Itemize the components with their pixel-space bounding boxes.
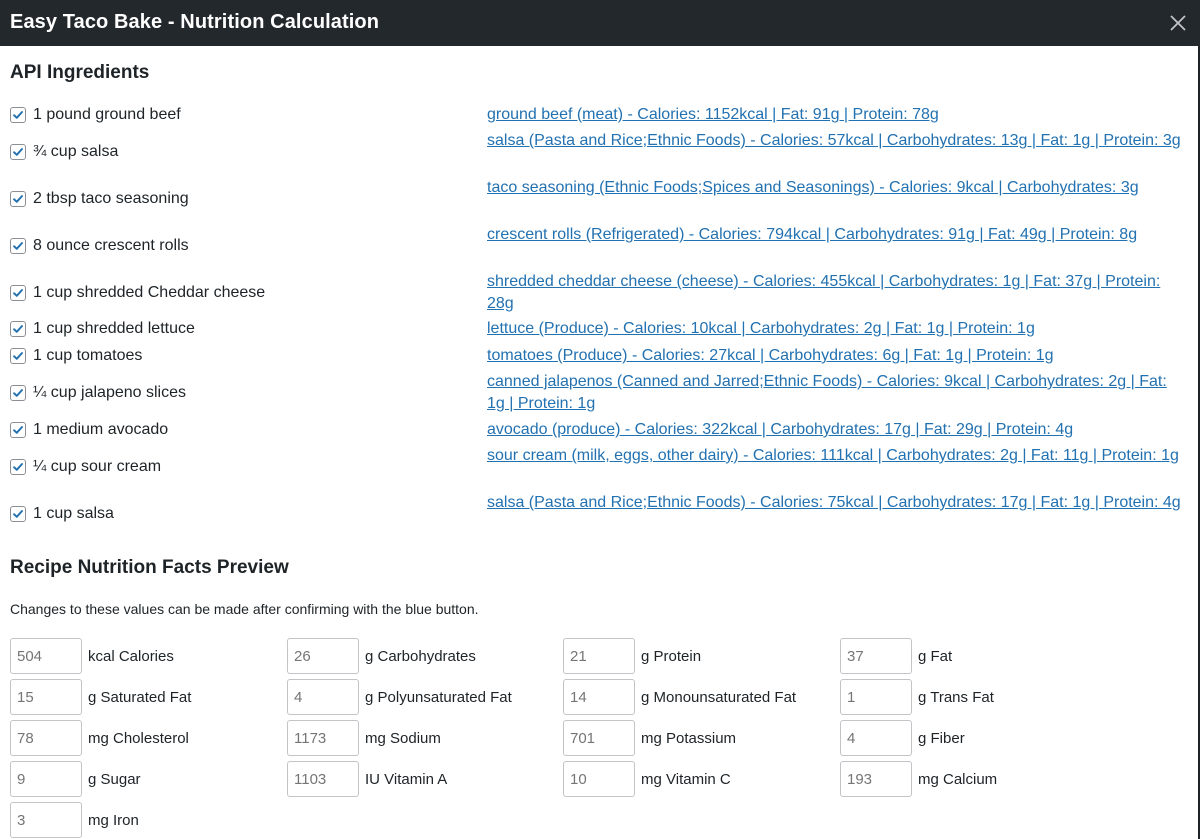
checkmark-icon — [11, 238, 25, 254]
ingredient-text: ¾ cup salsa — [33, 142, 119, 160]
ingredient-api-link[interactable]: crescent rolls (Refrigerated) - Calories: 794kcal | Carbohydrates: 91g | Fat: 49g | Protein: 8g — [487, 226, 1138, 243]
ingredient-text: 1 cup tomatoes — [33, 346, 143, 364]
nutrition-field — [563, 720, 736, 756]
nutrition-field — [563, 761, 731, 797]
ingredient-text: 1 cup shredded Cheddar cheese — [33, 283, 266, 301]
nutrition-unit-label: g Fat — [918, 647, 953, 665]
nutrition-field — [287, 638, 476, 674]
ingredient-checkbox[interactable] — [10, 348, 26, 364]
nutrition-unit-label: mg Iron — [88, 811, 139, 829]
nutrition-value-input[interactable] — [287, 761, 359, 797]
nutrition-value-input[interactable] — [10, 679, 82, 715]
ingredient-checkbox[interactable] — [10, 459, 26, 475]
ingredient-api-link[interactable]: ground beef (meat) - Calories: 1152kcal | Fat: 91g | Protein: 78g — [487, 106, 939, 123]
ingredient-text: ¼ cup jalapeno slices — [33, 383, 186, 401]
ingredient-checkbox[interactable] — [10, 285, 26, 301]
ingredient-label[interactable] — [10, 189, 189, 209]
nutrition-unit-label: g Protein — [641, 647, 702, 665]
ingredient-label[interactable] — [10, 383, 186, 403]
nutrition-unit-label: g Monounsaturated Fat — [641, 688, 797, 706]
nutrition-unit-label: mg Sodium — [365, 729, 441, 747]
nutrition-value-input[interactable] — [10, 802, 82, 838]
checkmark-icon — [11, 506, 25, 522]
nutrition-field — [287, 679, 512, 715]
ingredient-row — [10, 224, 1190, 267]
api-ingredients-heading: API Ingredients — [10, 62, 150, 83]
nutrition-value-input[interactable] — [840, 638, 912, 674]
ingredient-checkbox[interactable] — [10, 321, 26, 337]
ingredient-api-link[interactable]: shredded cheddar cheese (cheese) - Calories: 455kcal | Carbohydrates: 1g | Fat: 37g | Protein: 28g — [487, 273, 1161, 312]
ingredient-label[interactable] — [10, 346, 142, 366]
ingredient-api-link[interactable]: tomatoes (Produce) - Calories: 27kcal | Carbohydrates: 6g | Fat: 1g | Protein: 1g — [487, 347, 1054, 364]
ingredient-row — [10, 271, 1190, 314]
ingredient-row — [10, 318, 1190, 340]
ingredient-checkbox[interactable] — [10, 506, 26, 522]
checkmark-icon — [11, 321, 25, 337]
ingredient-label[interactable] — [10, 504, 114, 524]
nutrition-value-input[interactable] — [10, 638, 82, 674]
nutrition-unit-label: mg Cholesterol — [88, 729, 189, 747]
nutrition-unit-label: g Trans Fat — [918, 688, 994, 706]
ingredient-api-link[interactable]: salsa (Pasta and Rice;Ethnic Foods) - Calories: 57kcal | Carbohydrates: 13g | Fat: 1g | Protein: 3g — [487, 132, 1181, 149]
nutrition-value-input[interactable] — [287, 638, 359, 674]
ingredient-row — [10, 371, 1190, 414]
ingredient-row — [10, 419, 1190, 441]
nutrition-unit-label: mg Vitamin C — [641, 770, 731, 788]
nutrition-field — [287, 761, 447, 797]
ingredient-label[interactable] — [10, 319, 195, 339]
ingredient-api-link[interactable]: lettuce (Produce) - Calories: 10kcal | Carbohydrates: 2g | Fat: 1g | Protein: 1g — [487, 320, 1035, 337]
ingredient-text: 1 cup salsa — [33, 504, 114, 522]
ingredient-label[interactable] — [10, 420, 168, 440]
nutrition-value-input[interactable] — [563, 761, 635, 797]
nutrition-value-input[interactable] — [563, 638, 635, 674]
ingredient-api-link[interactable]: avocado (produce) - Calories: 322kcal | Carbohydrates: 17g | Fat: 29g | Protein: 4g — [487, 421, 1074, 438]
nutrition-unit-label: kcal Calories — [88, 647, 174, 665]
ingredient-label[interactable] — [10, 283, 265, 303]
ingredient-text: 1 pound ground beef — [33, 105, 181, 123]
ingredient-row — [10, 445, 1190, 488]
nutrition-unit-label: g Carbohydrates — [365, 647, 476, 665]
ingredient-text: 1 medium avocado — [33, 420, 169, 438]
nutrition-unit-label: g Fiber — [918, 729, 965, 747]
nutrition-unit-label: g Sugar — [88, 770, 141, 788]
nutrition-value-input[interactable] — [287, 679, 359, 715]
ingredient-row — [10, 104, 1190, 126]
nutrition-value-input[interactable] — [10, 761, 82, 797]
ingredient-label[interactable] — [10, 236, 189, 256]
ingredient-checkbox[interactable] — [10, 191, 26, 207]
nutrition-unit-label: IU Vitamin A — [365, 770, 448, 788]
ingredient-checkbox[interactable] — [10, 107, 26, 123]
checkmark-icon — [11, 107, 25, 123]
nutrition-unit-label: g Saturated Fat — [88, 688, 192, 706]
nutrition-field — [10, 638, 174, 674]
nutrition-field — [10, 802, 139, 838]
nutrition-field — [563, 638, 701, 674]
nutrition-unit-label: mg Potassium — [641, 729, 737, 747]
checkmark-icon — [11, 385, 25, 401]
ingredient-row — [10, 492, 1190, 535]
ingredient-row — [10, 345, 1190, 367]
checkmark-icon — [11, 191, 25, 207]
ingredient-row — [10, 130, 1190, 173]
ingredient-api-link[interactable]: salsa (Pasta and Rice;Ethnic Foods) - Calories: 75kcal | Carbohydrates: 17g | Fat: 1g | Protein: 4g — [487, 494, 1181, 511]
modal-titlebar — [0, 0, 1200, 46]
checkmark-icon — [11, 285, 25, 301]
nutrition-field — [10, 720, 189, 756]
nutrition-value-input[interactable] — [563, 720, 635, 756]
nutrition-unit-label: mg Calcium — [918, 770, 998, 788]
nutrition-field — [840, 761, 997, 797]
ingredient-checkbox[interactable] — [10, 385, 26, 401]
ingredient-api-link[interactable]: taco seasoning (Ethnic Foods;Spices and Seasonings) - Calories: 9kcal | Carbohydrates: 3g — [487, 179, 1139, 196]
checkmark-icon — [11, 459, 25, 475]
nutrition-value-input[interactable] — [840, 679, 912, 715]
nutrition-field — [10, 761, 141, 797]
modal-title: Easy Taco Bake - Nutrition Calculation — [10, 11, 380, 33]
nutrition-value-input[interactable] — [563, 679, 635, 715]
nutrition-value-input[interactable] — [10, 720, 82, 756]
checkmark-icon — [11, 422, 25, 438]
ingredient-text: 2 tbsp taco seasoning — [33, 189, 189, 207]
ingredient-checkbox[interactable] — [10, 144, 26, 160]
nutrition-value-input[interactable] — [840, 720, 912, 756]
nutrition-field — [10, 679, 191, 715]
ingredient-checkbox[interactable] — [10, 422, 26, 438]
ingredient-api-link[interactable]: sour cream (milk, eggs, other dairy) - Calories: 111kcal | Carbohydrates: 2g | Fat: 11g | Protein: 1g — [487, 447, 1179, 464]
ingredient-api-link[interactable]: canned jalapenos (Canned and Jarred;Ethnic Foods) - Calories: 9kcal | Carbohydrates: 2g | Fat: 1g | Protein: 1g — [487, 373, 1167, 412]
ingredient-label[interactable] — [10, 457, 161, 477]
nutrition-preview-heading: Recipe Nutrition Facts Preview — [10, 557, 289, 578]
ingredient-label[interactable] — [10, 105, 181, 125]
checkmark-icon — [11, 348, 25, 364]
ingredient-checkbox[interactable] — [10, 238, 26, 254]
nutrition-field — [840, 720, 965, 756]
ingredient-text: 8 ounce crescent rolls — [33, 236, 189, 254]
nutrition-field — [287, 720, 441, 756]
ingredient-text: ¼ cup sour cream — [33, 457, 162, 475]
nutrition-field — [840, 638, 952, 674]
nutrition-field — [563, 679, 796, 715]
close-icon — [1166, 11, 1190, 35]
ingredient-label[interactable] — [10, 142, 118, 162]
close-button[interactable] — [1166, 11, 1190, 35]
checkmark-icon — [11, 144, 25, 160]
ingredient-row — [10, 177, 1190, 220]
nutrition-field — [840, 679, 994, 715]
nutrition-value-input[interactable] — [287, 720, 359, 756]
nutrition-value-input[interactable] — [840, 761, 912, 797]
nutrition-unit-label: g Polyunsaturated Fat — [365, 688, 512, 706]
nutrition-preview-note: Changes to these values can be made after confirming with the blue button. — [10, 601, 479, 617]
ingredient-text: 1 cup shredded lettuce — [33, 319, 195, 337]
